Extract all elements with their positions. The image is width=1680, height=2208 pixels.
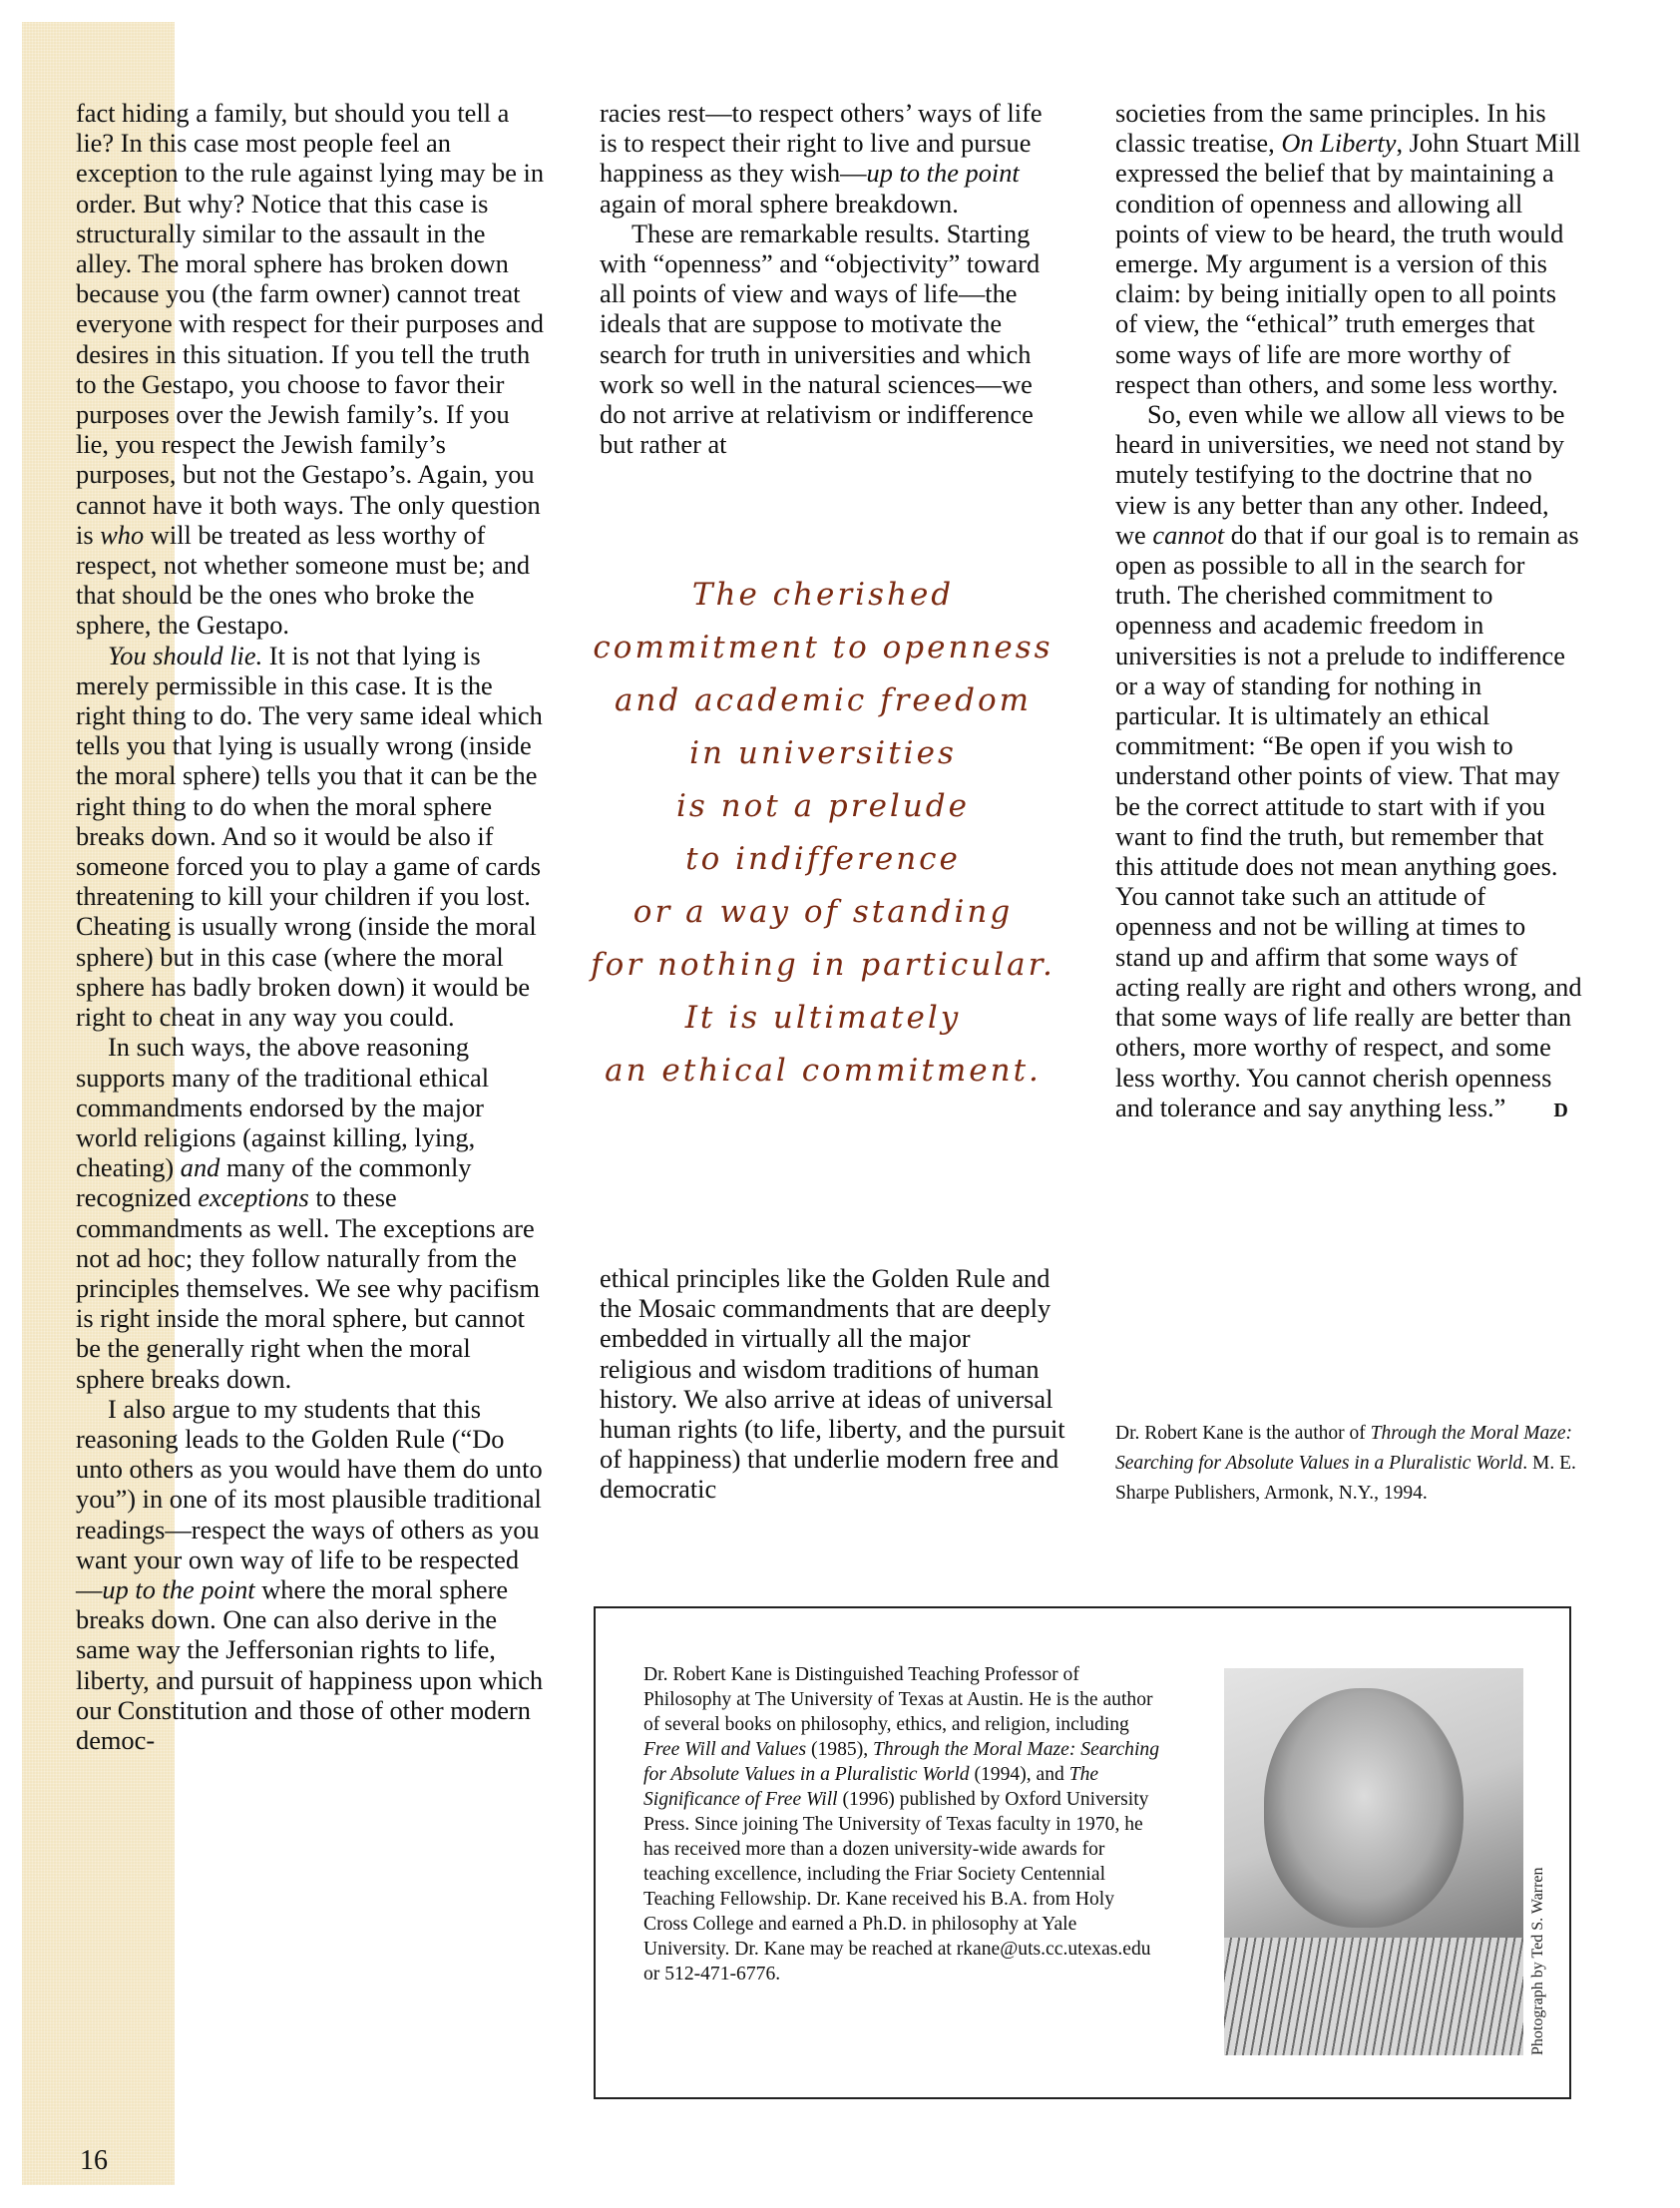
- pull-quote-line: for nothing in particular.: [591, 947, 1055, 983]
- article-column-1: [76, 98, 545, 1755]
- paragraph: You should lie. It is not that lying is merely permissible in this case. It is the right thing to do. The very same ideal which tells you that lying is usually wrong (inside the moral sphere) tells you that it can be the right thing to do when the moral sphere breaks down. And so it would be also if someone forced you to play a game of cards threatening to kill your children if you lost. Cheating is usually wrong (inside the moral sphere) but in this case (where the moral sphere has badly broken down) it would be right to cheat in any way you could.: [76, 640, 543, 1033]
- bio-text: Dr. Robert Kane is Distinguished Teaching Professor of Philosophy at The University of Texas at Austin. He is the author of several books on philosophy, ethics, and religion, including Free Will and Values (1985), Through the Moral Maze: Searching for Absolute Values in a Pluralistic World (1994), and The Significance of Free Will (1996) published by Oxford University Press. Since joining The University of Texas faculty in 1970, he has received more than a dozen university-wide awards for teaching excellence, including the Friar Society Centennial Teaching Fellowship. Dr. Kane received his B.A. from Holy Cross College and earned a Ph.D. in philosophy at Yale University. Dr. Kane may be reached at rkane@uts.cc.utexas.edu or 512-471-6776.: [643, 1664, 1159, 1985]
- pull-quote-line: to indifference: [685, 841, 961, 877]
- paragraph: ethical principles like the Golden Rule and the Mosaic commandments that are deeply embedded in virtually all the major religious and wisdom traditions of human history. We also arrive at ideas of universal human rights (to life, liberty, and the pursuit of happiness) that underlie modern free and democratic: [600, 1263, 1065, 1505]
- pull-quote-line: The cherished: [691, 577, 955, 613]
- pull-quote-line: It is ultimately: [684, 1000, 962, 1036]
- pull-quote-line: an ethical commitment.: [605, 1053, 1042, 1089]
- paragraph: So, even while we allow all views to be heard in universities, we need not stand by mutely testifying to the doctrine that no view is any better than any other. Indeed, we cannot do that if our goal is to remain as open as possible to all in the search for truth. The cherished commitment to openness and academic freedom in universities is not a prelude to indifference or a way of standing for nothing in particular. It is ultimately an ethical commitment: “Be open if you wish to understand other points of view. That may be the correct attitude to start with if you want to find the truth, but remember that this attitude does not mean anything goes. You cannot take such an attitude of openness and not be willing at times to stand up and affirm that some ways of acting really are right and others wrong, and that some ways of life really are better than others, more worthy of respect, and some less worthy. You cannot cherish openness and tolerance and say anything less.” D: [1115, 399, 1584, 1125]
- article-column-2-continued: [600, 1263, 1068, 1505]
- paragraph: I also argue to my students that this reasoning leads to the Golden Rule (“Do unto others as you would have them do unto you”) in one of its most plausible traditional readings—respect the ways of others as you want your own way of life to be respected—up to the point where the moral sphere breaks down. One can also derive in the same way the Jeffersonian rights to life, liberty, and pursuit of happiness upon which our Constitution and those of other modern democ-: [76, 1393, 544, 1755]
- photo-face-shape: [1264, 1688, 1464, 1928]
- author-note-text: Dr. Robert Kane is the author of Through the Moral Maze: Searching for Absolute Values in a Pluralistic World. M. E. Sharpe Publishers, Armonk, N.Y., 1994.: [1115, 1423, 1576, 1504]
- pull-quote: [589, 569, 1057, 1098]
- article-column-2: [600, 98, 1058, 459]
- end-of-article-mark-icon: D: [1553, 1099, 1568, 1121]
- article-column-3: [1115, 98, 1584, 1125]
- column-3-body: [1115, 98, 1584, 1125]
- pull-quote-line: commitment to openness: [593, 630, 1053, 665]
- author-note: [1115, 1419, 1584, 1509]
- author-bio-box: [594, 1606, 1571, 2099]
- page-number: 16: [80, 2145, 108, 2176]
- photo-credit: Photograph by Ted S. Warren: [1529, 1867, 1546, 2055]
- pull-quote-line: and academic freedom: [614, 682, 1033, 718]
- paragraph: In such ways, the above reasoning supports many of the traditional ethical commandments endorsed by the major world religions (against killing, lying, cheating) and many of the commonly recognized exceptions to these commandments as well. The exceptions are not ad hoc; they follow naturally from the principles themselves. We see why pacifism is right inside the moral sphere, but cannot be the generally right when the moral sphere breaks down.: [76, 1032, 540, 1394]
- photo-shirt-shape: [1224, 1938, 1523, 2055]
- paragraph: societies from the same principles. In his classic treatise, On Liberty, John Stuart Mill expressed the belief that by maintaining a condition of openness and allowing all points of view to be heard, the truth would emerge. My argument is a version of this claim: by being initially open to all points of view, the “ethical” truth emerges that some ways of life are more worthy of respect than others, and some less worthy.: [1115, 98, 1581, 399]
- pull-quote-line: in universities: [689, 735, 957, 771]
- author-photo: [1224, 1668, 1523, 2055]
- pull-quote-line: is not a prelude: [675, 788, 971, 824]
- paragraph: fact hiding a family, but should you tell a lie? In this case most people feel an exception to the rule against lying may be in order. But why? Notice that this case is structurally similar to the assault in the alley. The moral sphere has broken down because you (the farm owner) cannot treat everyone with respect for their purposes and desires in this situation. If you tell the truth to the Gestapo, you choose to favor their purposes over the Jewish family’s. If you lie, you respect the Jewish family’s purposes, but not the Gestapo’s. Again, you cannot have it both ways. The only question is who will be treated as less worthy of respect, not whether someone must be; and that should be the ones who broke the sphere, the Gestapo.: [76, 98, 545, 641]
- paragraph: These are remarkable results. Starting with “openness” and “objectivity” toward all points of view and ways of life—the ideals that are suppose to motivate the search for truth in universities and which work so well in the natural sciences—we do not arrive at relativism or indifference but rather at: [600, 218, 1041, 460]
- pull-quote-line: or a way of standing: [632, 894, 1014, 930]
- paragraph: racies rest—to respect others’ ways of life is to respect their right to live and pursue happiness as they wish—up to the point again of moral sphere breakdown.: [600, 98, 1043, 219]
